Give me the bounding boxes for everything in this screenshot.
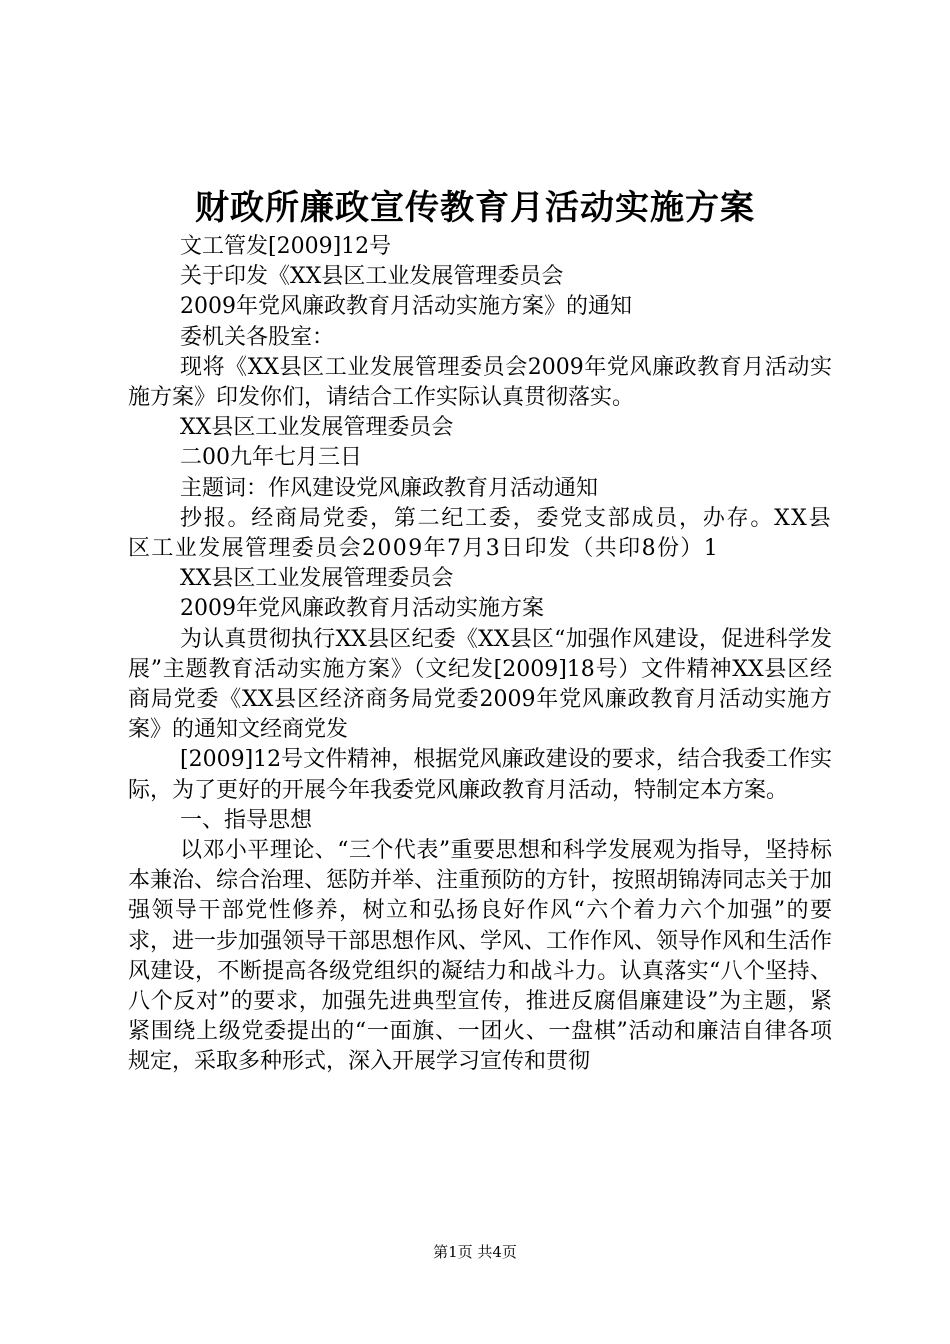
paragraph-notice-title-1: 关于印发《XX县区工业发展管理委员会	[180, 264, 564, 290]
paragraph-keywords: 主题词：作风建设党风廉政教育月活动通知	[180, 475, 599, 501]
paragraph-cc: 抄报。经商局党委，第二纪工委，委党支部成员，办存。XX县区工业发展管理委员会2009年7月3日印发（共印8份）1	[128, 505, 832, 562]
paragraph-intro-cont: [2009]12号文件精神，根据党风廉政建设的要求，结合我委工作实际，为了更好的开展今年我委党风廉政教育月活动，特制定本方案。	[128, 747, 832, 803]
paragraph-issuer: XX县区工业发展管理委员会	[180, 415, 454, 441]
paragraph-addressee: 委机关各股室：	[180, 324, 335, 350]
paragraph-intro: 为认真贯彻执行XX县区纪委《XX县区“加强作风建设，促进科学发展”主题教育活动实施方案》（文纪发[2009]18号）文件精神XX县区经商局党委《XX县区经济商务局党委2009年党风廉政教育月活动实施方案》的通知文经商党发	[128, 626, 832, 743]
document-title: 财政所廉政宣传教育月活动实施方案	[195, 188, 755, 228]
document-body	[128, 232, 832, 1078]
paragraph-plan-title: 2009年党风廉政教育月活动实施方案	[180, 596, 544, 622]
paragraph-notice-body: 现将《XX县区工业发展管理委员会2009年党风廉政教育月活动实施方案》印发你们，请结合工作实际认真贯彻落实。	[128, 354, 832, 411]
paragraph-doc-number: 文工管发[2009]12号	[180, 234, 392, 259]
paragraph-date: 二00九年七月三日	[180, 445, 362, 471]
page-footer: 第1页 共4页	[433, 1243, 517, 1261]
paragraph-issuer-2: XX县区工业发展管理委员会	[180, 566, 454, 592]
paragraph-guiding-thought: 以邓小平理论、“三个代表”重要思想和科学发展观为指导，坚持标本兼治、综合治理、惩防并举、注重预防的方针，按照胡锦涛同志关于加强领导干部党性修养，树立和弘扬良好作风“六个着力六个加强”的要求，进一步加强领导干部思想作风、学风、工作作风、领导作风和生活作风建设，不断提高各级党组织的凝结力和战斗力。认真落实“八个坚持、八个反对”的要求，加强先进典型宣传，推进反腐倡廉建设”为主题，紧紧围绕上级党委提出的“一面旗、一团火、一盘棋”活动和廉洁自律各项规定，采取多种形式，深入开展学习宣传和贯彻	[128, 838, 833, 1075]
section-heading-guiding-thought: 一、指导思想	[180, 807, 313, 833]
paragraph-notice-title-2: 2009年党风廉政教育月活动实施方案》的通知	[180, 294, 632, 320]
